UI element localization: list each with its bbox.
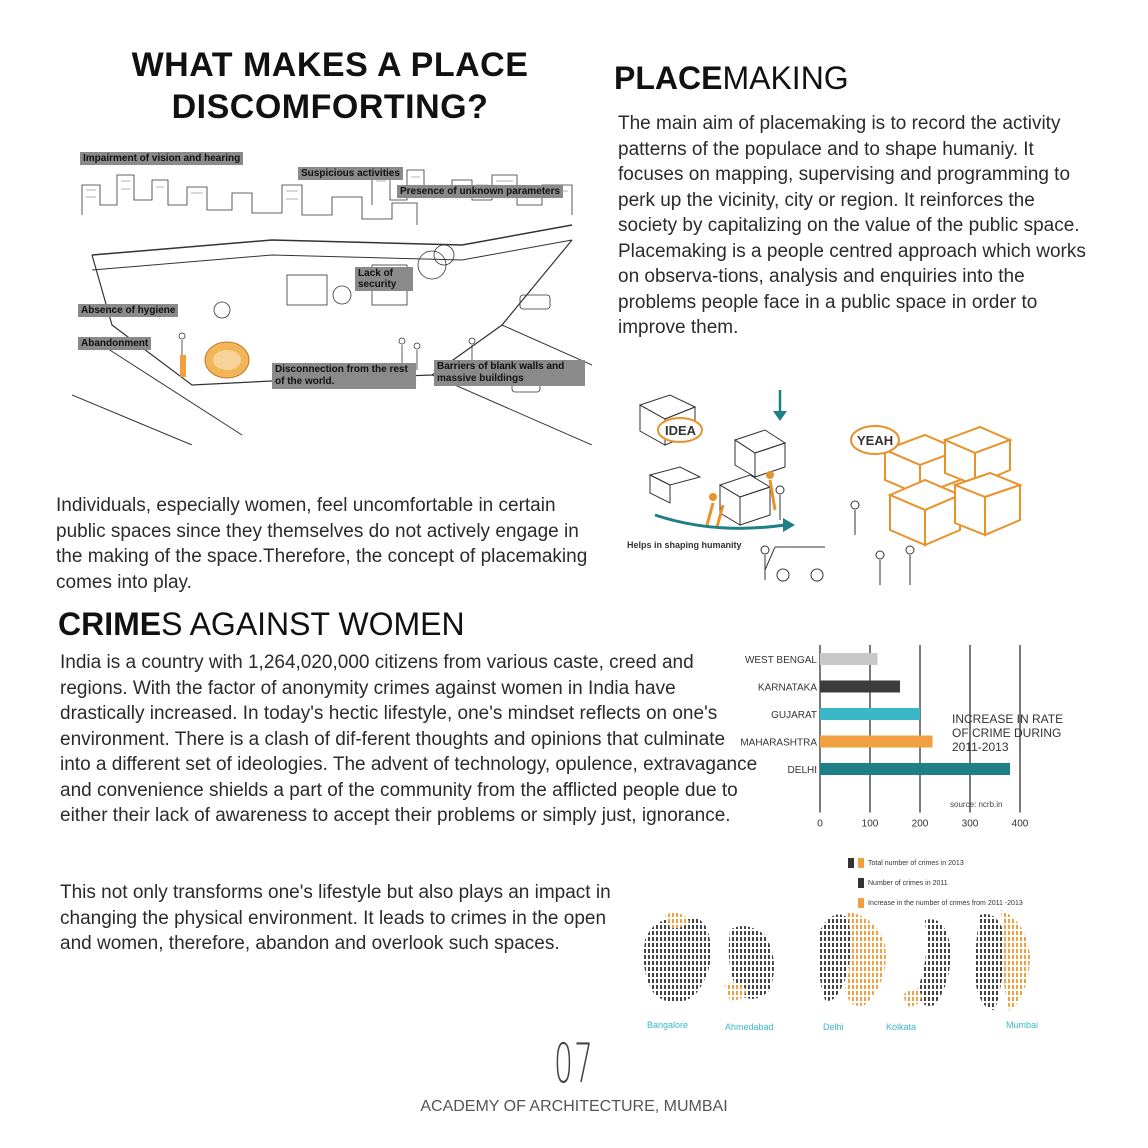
chart-category-label: MAHARASHTRA [740,737,817,749]
idea-text: IDEA [665,423,697,438]
legend-total [848,858,964,868]
footer-institute: ACADEMY OF ARCHITECTURE, MUMBAI [420,1098,728,1115]
placemaking-heading-bold: PLACE [614,60,723,96]
placemaking-illustration [625,385,1055,605]
crimes-heading-bold: CRIME [58,606,162,642]
chart-bar [820,763,1010,775]
chart-bar [820,681,900,693]
chart-category-label: KARNATAKA [757,682,817,694]
chart-source: source: ncrb.in [950,800,1003,809]
label-disconnection: Disconnection from the rest of the world. [272,363,416,389]
chart-x-tick: 100 [861,818,879,830]
chart-x-tick: 200 [911,818,929,830]
illustration-caption: Helps in shaping humanity [627,540,742,550]
chart-x-tick: 0 [817,818,823,830]
page-title: WHAT MAKES A PLACE DISCOMFORTING? [131,46,529,126]
city-label-bangalore: Bangalore [647,1020,689,1030]
crimes-paragraph-2: This not only transforms one's lifestyle but also plays an impact in changing the physical environment. It leads to crimes in the open and women, therefore, abandon and overlook such spaces. [60,882,611,954]
legend-2011-icon [858,878,864,888]
label-abandonment: Abandonment [78,337,151,350]
crimes-heading-rest: S AGAINST WOMEN [161,606,465,642]
chart-bar [820,653,878,665]
crimes-paragraph-1: India is a country with 1,264,020,000 citizens from various caste, creed and regions. With the factor of anonymity crimes against women in India have drastically increased. In today's hectic lifestyle, one's mindset reflects on one's environment. There is a clash of dif-ferent thoughts and opinions that culminate into a different set of ideologies. The advent of technology, opulence, extravagance and convenience shields a part of the community from the afflicted people due to either their lack of awareness to accept their problems or simply just, ignorance. [60,652,758,826]
city-label-mumbai: Mumbai [1006,1020,1039,1030]
city-label-ahmedabad: Ahmedabad [725,1022,774,1032]
placemaking-text: The main aim of placemaking is to record the activity patterns of the populace and to shape humaniy. It focuses on mapping, supervising and programming to perk up the vicinity, city or region. It reinforces the society by capitalizing on the value of the public space. Placemaking is a people centred approach which works on observa-tions, analysis and enquiries into the problems people face in a public space in order to improve them. [618,113,1086,338]
label-suspicious: Suspicious activities [298,167,403,180]
label-barriers: Barriers of blank walls and massive buildings [434,360,585,386]
legend-2011-label: Number of crimes in 2011 [868,879,948,887]
crime-rate-chart [735,640,1075,830]
chart-category-label: WEST BENGAL [744,655,817,666]
chart-bar [820,708,920,720]
legend-increase-label: Increase in the number of crimes from 2011 -2013 [868,899,1023,907]
crimes-heading [58,606,465,643]
city-maps [635,900,1055,1020]
legend-2011 [858,878,948,888]
chart-bar [820,736,933,748]
placemaking-drawing [625,385,1055,605]
label-security: Lack of security [355,267,413,291]
placemaking-heading-rest: MAKING [722,60,849,96]
chart-x-tick: 300 [961,818,979,830]
legend-total-icon [848,858,854,868]
label-unknown-parameters: Presence of unknown parameters [397,185,563,198]
city-label-kolkata: Kolkata [886,1022,917,1032]
street-sketch [72,145,592,445]
yeah-text: YEAH [857,433,894,448]
label-hygiene: Absence of hygiene [78,304,178,317]
legend-total-label: Total number of crimes in 2013 [868,859,964,867]
chart-category-label: DELHI [787,765,817,776]
legend-total-icon-orange [858,858,864,868]
label-vision-hearing: Impairment of vision and hearing [80,152,243,165]
page-number: 07 [554,1032,594,1095]
city-maps-drawing [635,900,1055,1020]
city-label-delhi: Delhi [823,1022,844,1032]
placemaking-heading [614,60,849,97]
chart-title: INCREASE IN RATE OF CRIME DURING 2011-2013 [952,712,1064,754]
intro-paragraph: Individuals, especially women, feel uncomfortable in certain public spaces since they themselves do not actively engage in the making of the space.Therefore, the concept of placemaking comes into play. [56,495,588,593]
chart-x-tick: 400 [1011,818,1029,830]
chart-category-label: GUJARAT [771,710,817,721]
